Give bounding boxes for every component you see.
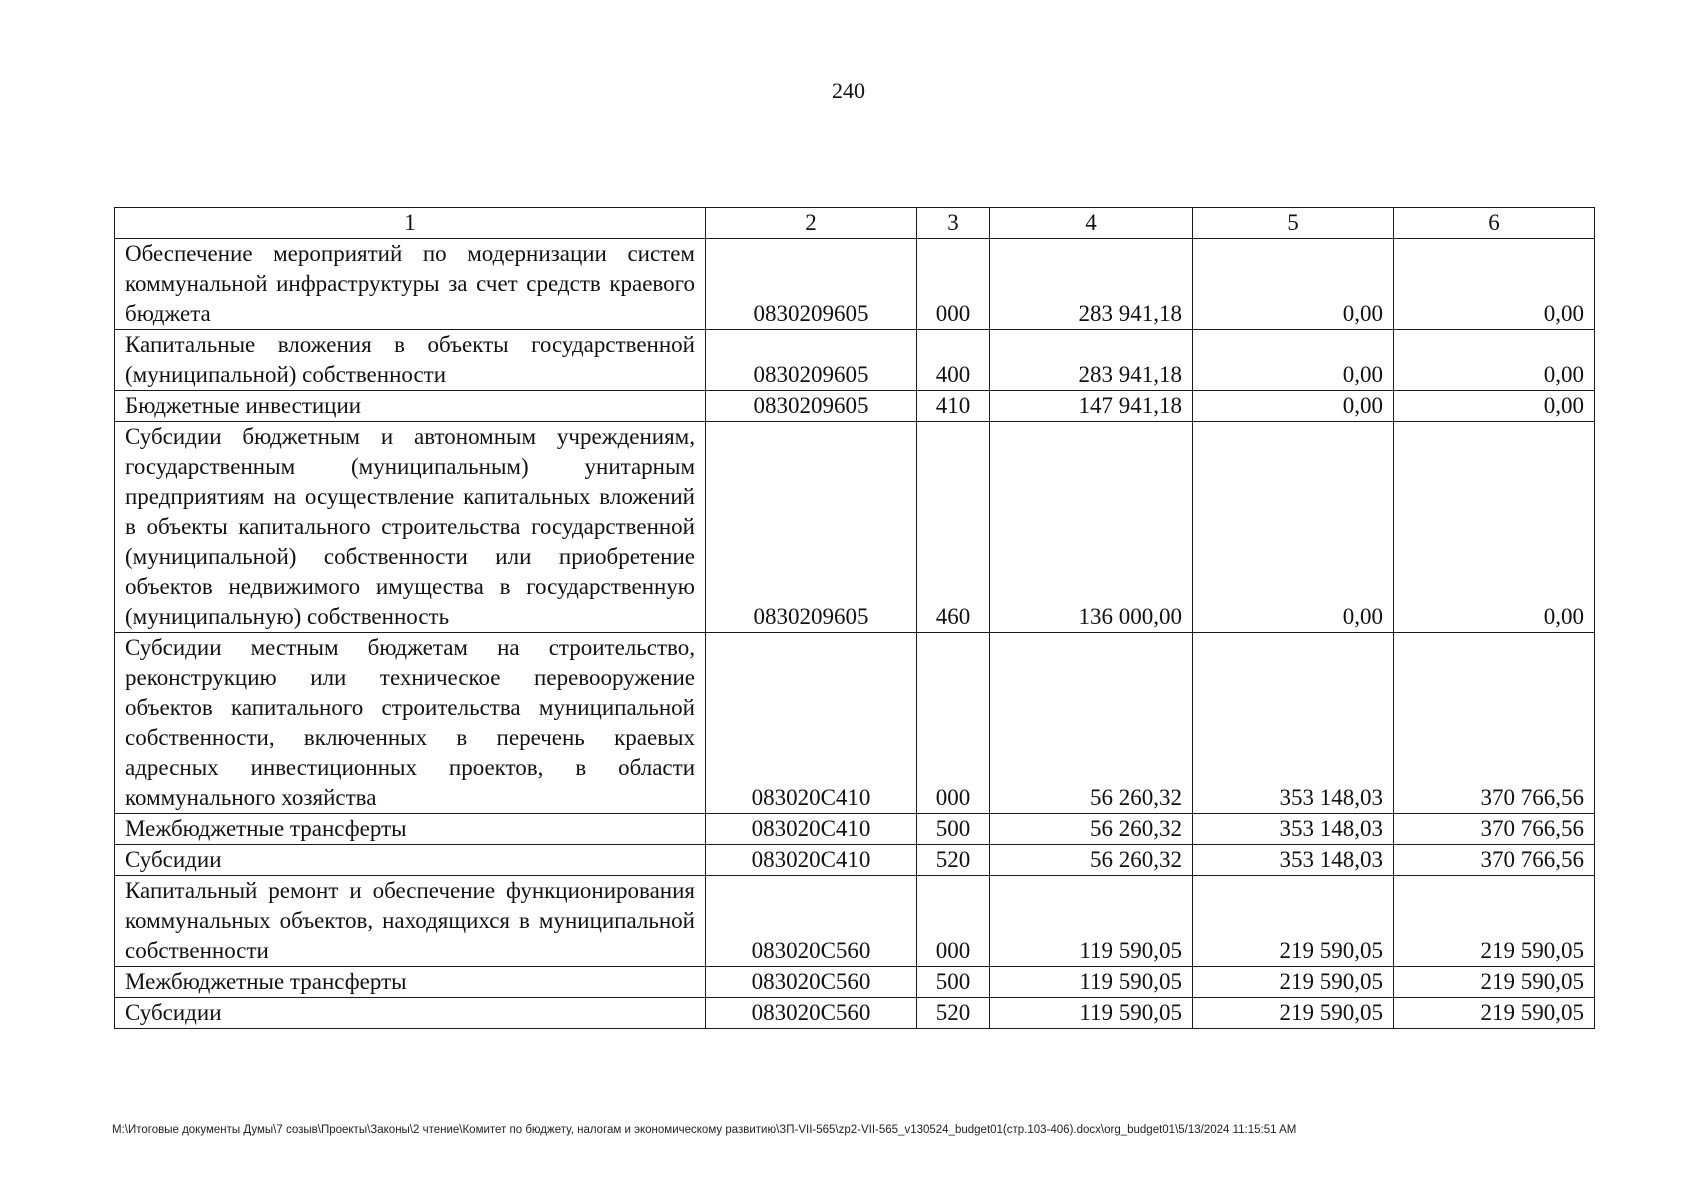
table-row xyxy=(115,391,1595,422)
row-value-2: 0,00 xyxy=(1193,422,1394,633)
row-value-3: 370 766,56 xyxy=(1394,814,1595,845)
row-value-3: 0,00 xyxy=(1394,239,1595,330)
row-value-2: 0,00 xyxy=(1193,239,1394,330)
row-kvr: 460 xyxy=(917,422,990,633)
footer-file-path: M:\Итоговые документы Думы\7 созыв\Проекты\Законы\2 чтение\Комитет по бюджету, налогам и экономическому развитию\ЗП-VII-565\zp2-VII-565_v130524_budget01(стр.103-406).docx\org_budget01\5/13/2024 11:15:51 AM xyxy=(112,1124,1297,1136)
header-col-4: 4 xyxy=(990,208,1193,239)
table-row xyxy=(115,633,1595,814)
row-value-2: 219 590,05 xyxy=(1193,998,1394,1029)
row-value-1: 119 590,05 xyxy=(990,967,1193,998)
row-code: 083020С410 xyxy=(706,845,917,876)
table-row xyxy=(115,876,1595,967)
row-kvr: 400 xyxy=(917,330,990,391)
table-row xyxy=(115,967,1595,998)
row-code: 083020С560 xyxy=(706,998,917,1029)
row-code: 0830209605 xyxy=(706,239,917,330)
row-name: Капитальный ремонт и обеспечение функционирования коммунальных объектов, находящихся в муниципальной собственности xyxy=(115,876,706,967)
row-kvr: 000 xyxy=(917,876,990,967)
row-value-2: 219 590,05 xyxy=(1193,876,1394,967)
row-name: Субсидии xyxy=(115,998,706,1029)
table-row xyxy=(115,814,1595,845)
row-value-1: 283 941,18 xyxy=(990,239,1193,330)
row-kvr: 410 xyxy=(917,391,990,422)
row-code: 083020С410 xyxy=(706,633,917,814)
row-value-1: 56 260,32 xyxy=(990,814,1193,845)
row-value-2: 219 590,05 xyxy=(1193,967,1394,998)
row-value-1: 283 941,18 xyxy=(990,330,1193,391)
row-value-3: 370 766,56 xyxy=(1394,845,1595,876)
row-kvr: 520 xyxy=(917,998,990,1029)
row-value-3: 370 766,56 xyxy=(1394,633,1595,814)
header-col-6: 6 xyxy=(1394,208,1595,239)
row-name: Бюджетные инвестиции xyxy=(115,391,706,422)
row-value-2: 353 148,03 xyxy=(1193,845,1394,876)
row-value-1: 56 260,32 xyxy=(990,633,1193,814)
row-value-2: 353 148,03 xyxy=(1193,633,1394,814)
row-value-1: 119 590,05 xyxy=(990,998,1193,1029)
row-value-3: 219 590,05 xyxy=(1394,967,1595,998)
row-name: Субсидии xyxy=(115,845,706,876)
table-row xyxy=(115,239,1595,330)
row-kvr: 500 xyxy=(917,814,990,845)
row-name: Субсидии местным бюджетам на строительство, реконструкцию или техническое перевооружение объектов капитального строительства муниципальной собственности, включенных в перечень краевых адресных инвестиционных проектов, в области коммунального хозяйства xyxy=(115,633,706,814)
row-code: 083020С560 xyxy=(706,967,917,998)
header-col-2: 2 xyxy=(706,208,917,239)
header-col-1: 1 xyxy=(115,208,706,239)
table-row xyxy=(115,422,1595,633)
table-row xyxy=(115,330,1595,391)
row-value-2: 0,00 xyxy=(1193,330,1394,391)
row-value-1: 119 590,05 xyxy=(990,876,1193,967)
row-value-1: 56 260,32 xyxy=(990,845,1193,876)
row-kvr: 520 xyxy=(917,845,990,876)
row-code: 083020С560 xyxy=(706,876,917,967)
row-kvr: 000 xyxy=(917,633,990,814)
row-value-3: 219 590,05 xyxy=(1394,876,1595,967)
row-value-1: 147 941,18 xyxy=(990,391,1193,422)
row-value-3: 0,00 xyxy=(1394,422,1595,633)
row-name: Капитальные вложения в объекты государственной (муниципальной) собственности xyxy=(115,330,706,391)
header-row xyxy=(115,208,1595,239)
budget-table xyxy=(114,207,1595,1029)
page-number: 240 xyxy=(832,78,865,103)
row-value-3: 219 590,05 xyxy=(1394,998,1595,1029)
row-value-3: 0,00 xyxy=(1394,391,1595,422)
row-value-3: 0,00 xyxy=(1394,330,1595,391)
row-code: 083020С410 xyxy=(706,814,917,845)
row-kvr: 000 xyxy=(917,239,990,330)
table-row xyxy=(115,845,1595,876)
row-kvr: 500 xyxy=(917,967,990,998)
row-name: Межбюджетные трансферты xyxy=(115,967,706,998)
row-code: 0830209605 xyxy=(706,330,917,391)
table-row xyxy=(115,998,1595,1029)
row-code: 0830209605 xyxy=(706,422,917,633)
header-col-3: 3 xyxy=(917,208,990,239)
row-value-2: 0,00 xyxy=(1193,391,1394,422)
row-name: Межбюджетные трансферты xyxy=(115,814,706,845)
row-value-2: 353 148,03 xyxy=(1193,814,1394,845)
row-code: 0830209605 xyxy=(706,391,917,422)
row-name: Субсидии бюджетным и автономным учреждениям, государственным (муниципальным) унитарным предприятиям на осуществление капитальных вложений в объекты капитального строительства государственной (муниципальной) собственности или приобретение объектов недвижимого имущества в государственную (муниципальную) собственность xyxy=(115,422,706,633)
row-name: Обеспечение мероприятий по модернизации систем коммунальной инфраструктуры за счет средств краевого бюджета xyxy=(115,239,706,330)
header-col-5: 5 xyxy=(1193,208,1394,239)
row-value-1: 136 000,00 xyxy=(990,422,1193,633)
